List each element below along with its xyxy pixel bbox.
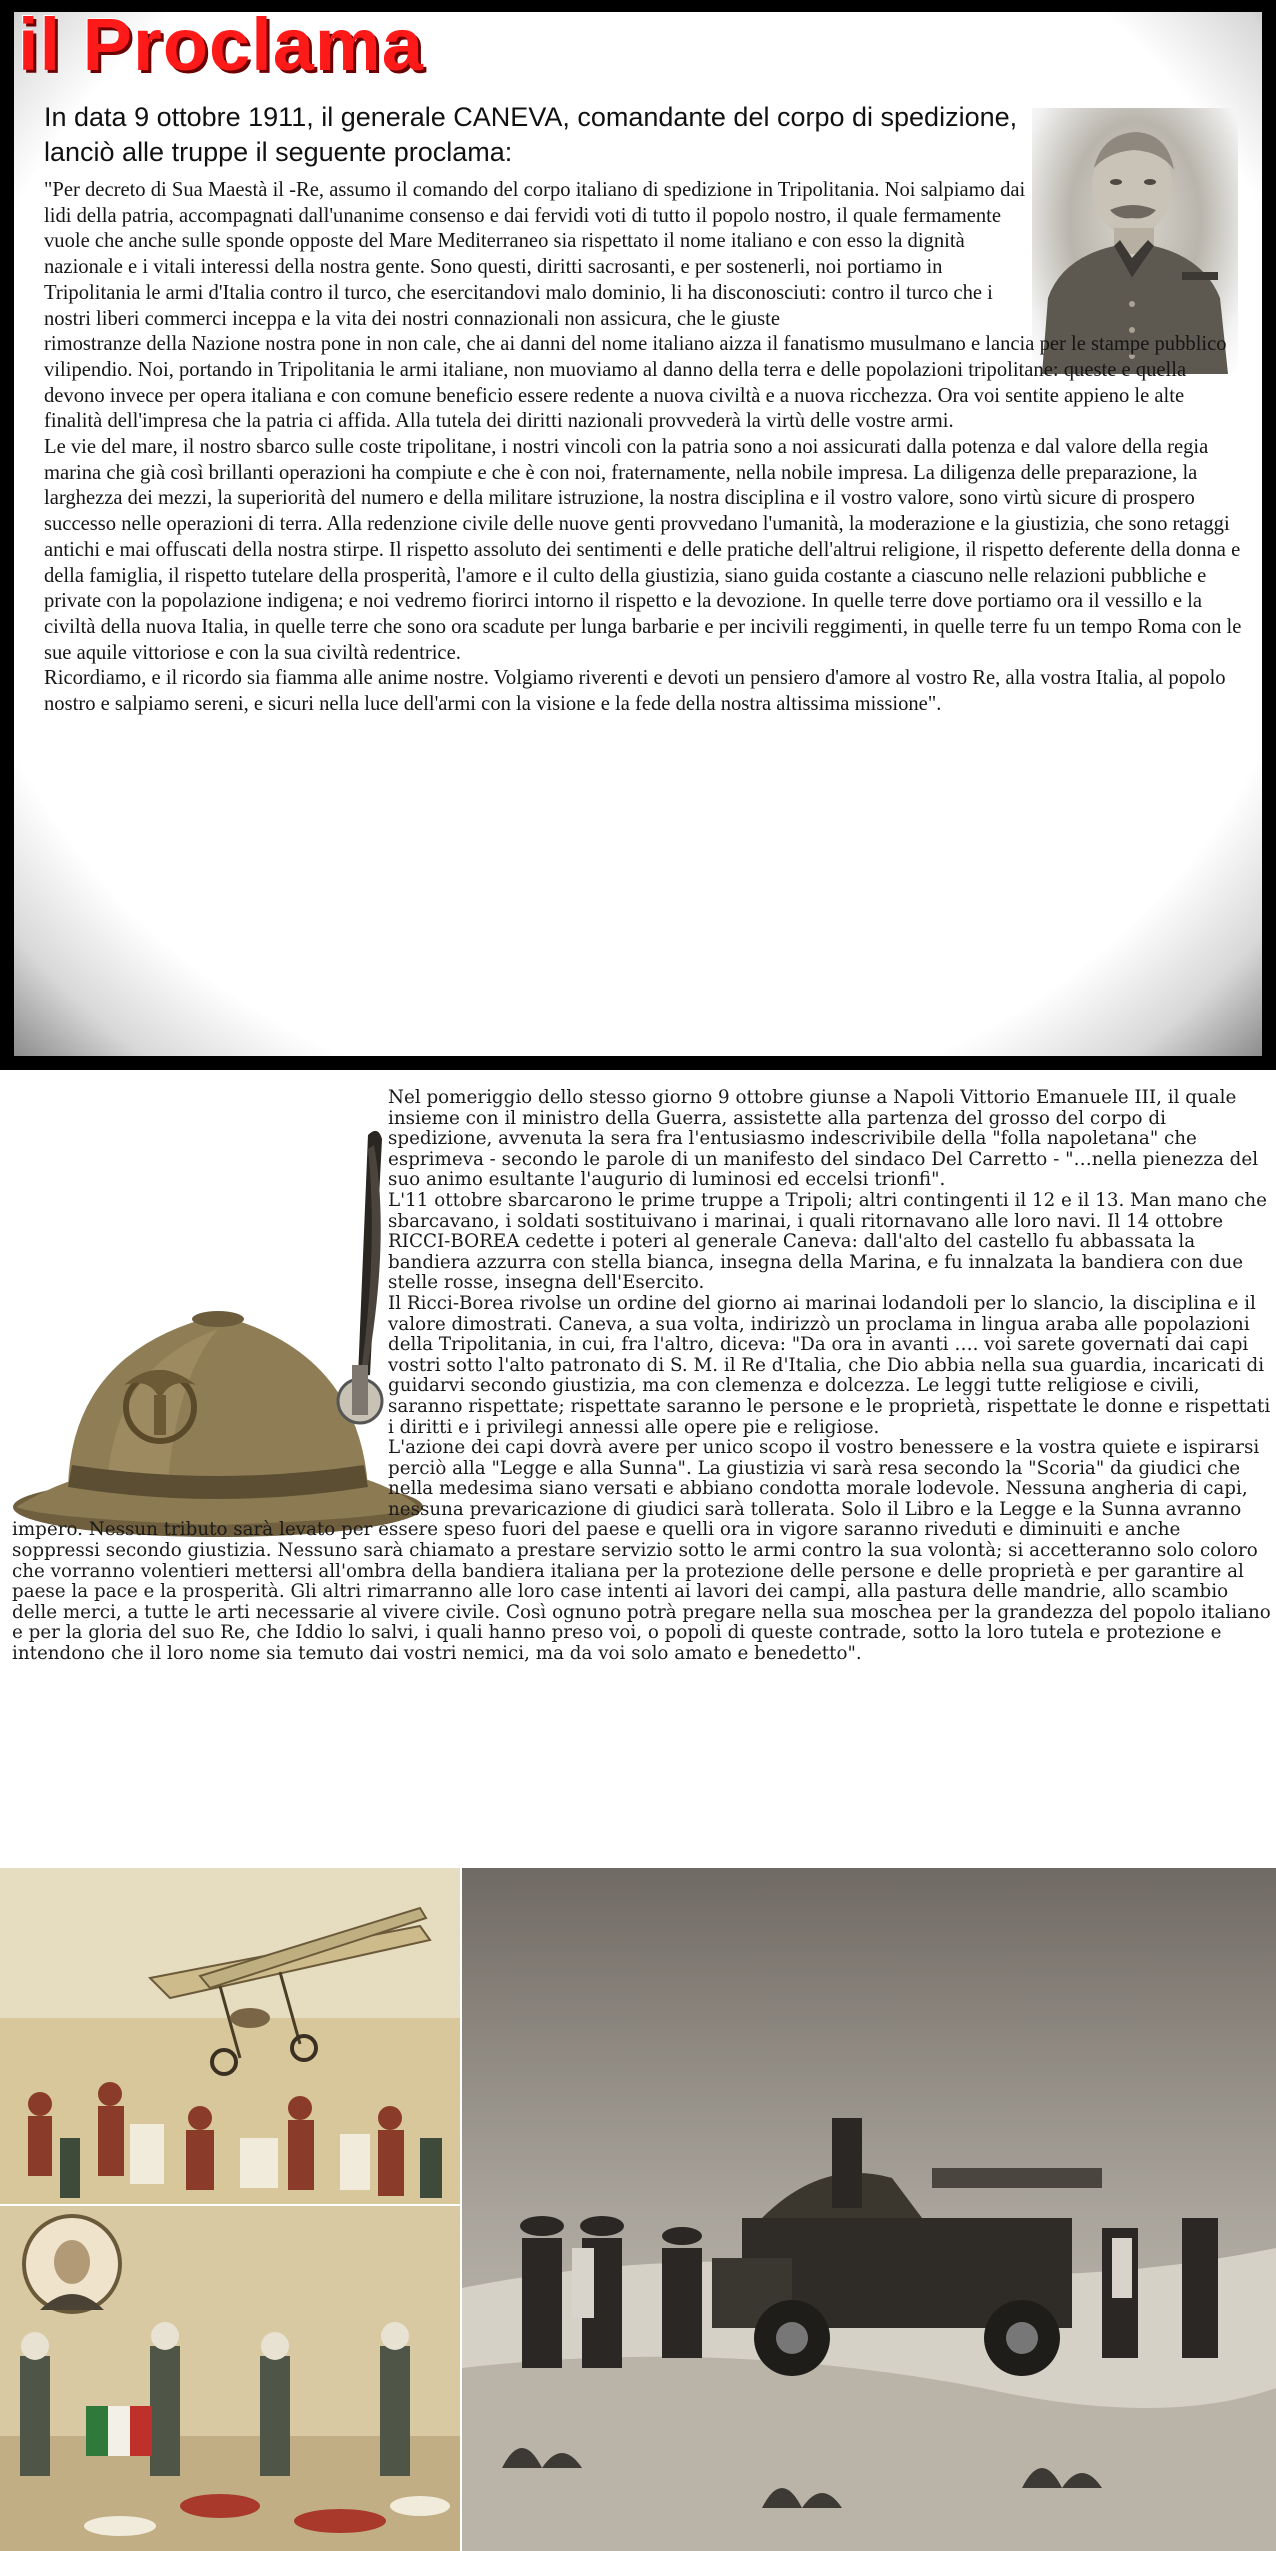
helmet-wrap-space	[12, 1088, 388, 1520]
page-title: il Proclama	[18, 3, 424, 86]
narrative-paragraph-4: L'azione dei capi dovrà avere per unico scopo il vostro benessere e la vostra quiete e ispirarsi perciò alla "Legge e alla Sunna". La giustizia vi sarà resa secondo la "Scoria" da giudici che nella medesima siano versati e abbiano condotta morale lodevole. Nessuna angheria di capi, nessuna prevaricazione di giudici sarà tollerata. Solo il Libro e la Legge e la Sunna avranno impero. Nessun tributo sarà levato per essere speso fuori del paese e quelli ora in vigore saranno riveduti e diminuiti e anche soppressi secondo giustizia. Nessuno sarà chiamato a prestare servizio sotto le armi contro la sua volontà; si accetteranno solo coloro che vorranno volentieri mettersi all'ombra della bandiera italiana per la protezione delle persone e delle proprietà e per garantire al paese la pace e la prosperità. Gli altri rimarranno alle loro case intenti ai lavori dei campi, alla pastura delle mandrie, allo scambio delle merci, a tutte le arti necessarie al vivere civile. Così ognuno potrà pregare nella sua moschea per la grandezza del popolo italiano e per la gloria del suo Re, che Iddio lo salvi, i quali hanno preso voi, o popoli di queste contrade, sotto la loro tutela e protezione e intendono che il loro nome sia temuto dai vostri nemici, ma da voi solo amato e benedetto".	[12, 1437, 1271, 1665]
proclamation-text	[44, 178, 1244, 718]
narrative-text	[12, 1088, 1274, 1665]
narrative-paragraph-3: Il Ricci-Borea rivolse un ordine del giorno ai marinai lodandoli per lo slancio, la disciplina e il valore dimostrati. Caneva, a sua volta, indirizzò un proclama in lingua araba alle popolazioni della Tripolitania, in cui, fra l'altro, diceva: "Da ora in avanti …. voi sarete governati dai capi vostri sotto l'alto patronato di S. M. il Re d'Italia, che Dio abbia nella sua guardia, incaricati di guidarvi secondo giustizia, ma con clemenza e dolcezza. Le leggi tutte religiose e civili, saranno rispettate; rispettate saranno le persone e le proprietà, rispettate le donne e rispettati i diritti e i privilegi annessi alle opere pie e religiose.	[388, 1292, 1271, 1438]
proclamation-paragraph-1a: "Per decreto di Sua Maestà il -Re, assumo il comando del corpo italiano di spedizione in Tripolitania. Noi salpiamo dai lidi della patria, accompagnati dall'unanime consenso e dai fervidi voti di tutto il popolo nostro, il quale fermamente vuole che anche sulle sponde opposte del Mare Mediterraneo sia rispettato il nome italiano e con esso la dignità nazionale e i vitali interessi della nostra gente. Sono questi, diritti sacrosanti, e per sostenerli, noi portiamo in Tripolitania le armi d'Italia contro il turco, che esercitandovi malo dominio, li ha disconosciuti: contro il turco che i nostri liberi commerci inceppa e la vita dei nostri connazionali non assicura, che le giuste	[44, 179, 1026, 330]
proclamation-paragraph-1b: rimostranze della Nazione nostra pone in non cale, che ai danni del nome italiano aizza il fanatismo musulmano e lancia per le stampe pubblico vilipendio. Noi, portando in Tripolitania le armi italiane, non muoviamo al danno della terra e delle popolazioni tripolitane: queste e quella devono invece per opera italiana e con comune beneficio essere redente a nuova civiltà e a nuova ricchezza. Ora voi sentite appieno le alte finalità dell'impresa che la patria ci affida. Alla tutela dei diritti nazionali provvederà la virtù delle vostre armi.	[44, 333, 1227, 433]
proclamation-paragraph-2: Le vie del mare, il nostro sbarco sulle coste tripolitane, i nostri vincoli con la patria sono a noi assicurati dalla potenza e dal valore della regia marina che già così brillanti operazioni ha compiute e che è con noi, fraternamente, nella nobile impresa. La diligenza delle preparazione, la larghezza dei mezzi, la superiorità del numero e della militare istruzione, la nostra disciplina e il vostro valore, sono virtù sicure di prospero successo nelle operazioni di terra. Alla redenzione civile delle nuove genti provvedano l'umanità, la moderazione e la giustizia, che sono retaggi antichi e mai offuscati della nostra stirpe. Il rispetto assoluto dei sentimenti e delle pratiche dell'altrui religione, il rispetto deferente della donna e della famiglia, il rispetto tutelare della prosperità, l'amore e il culto della giustizia, siano guida costante a ciascuno nelle relazioni pubbliche e private con la popolazione indigena; e noi vedremo fiorirci intorno il rispetto e la devozione. In quelle terre dove portiamo ora il vessillo e la civiltà della nuova Italia, in quelle terre che sono ora scadute per lunga barbarie e per incivili reggimenti, in quelle terre fu un tempo Roma con le sue aquile vittoriose e con la sua civiltà redentrice.	[44, 436, 1242, 664]
airplane-bombing-illustration	[0, 1868, 460, 2204]
proclamation-paragraph-3: Ricordiamo, e il ricordo sia fiamma alle anime nostre. Volgiamo riverenti e devoti un pensiero d'amore al vostro Re, alla vostra Italia, al popolo nostro e salpiamo sereni, e sicuri nella luce dell'armi con la visione e la fede della nostra altissima missione".	[44, 667, 1226, 716]
narrative-paragraph-1: Nel pomeriggio dello stesso giorno 9 ottobre giunse a Napoli Vittorio Emanuele III, il quale insieme con il ministro della Guerra, assistette alla partenza del grosso del corpo di spedizione, avvenuta la sera fra l'entusiasmo indescrivibile della "folla napoletana" che esprimeva - secondo le parole di un manifesto del sindaco Del Carretto - "…nella pienezza del suo animo esultante l'augurio di luminosi ed eccelsi trionfi".	[388, 1087, 1259, 1191]
battle-illustration-with-portrait	[0, 2206, 460, 2551]
military-truck-photo	[462, 1868, 1276, 2551]
narrative-paragraph-2: L'11 ottobre sbarcarono le prime truppe a Tripoli; altri contingenti il 12 e il 13. Man mano che sbarcavano, i soldati sostituivano i marinai, i quali ritornavano alle loro navi. Il 14 ottobre RICCI-BOREA cedette i poteri al generale Caneva: dall'alto del castello fu abbassata la bandiera azzurra con stella bianca, insegna della Marina, e fu innalzata la bandiera con due stelle rosse, insegna dell'Esercito.	[388, 1189, 1267, 1294]
intro-text: In data 9 ottobre 1911, il generale CANEVA, comandante del corpo di spedizione, lanciò alle truppe il seguente proclama:	[44, 102, 1018, 167]
